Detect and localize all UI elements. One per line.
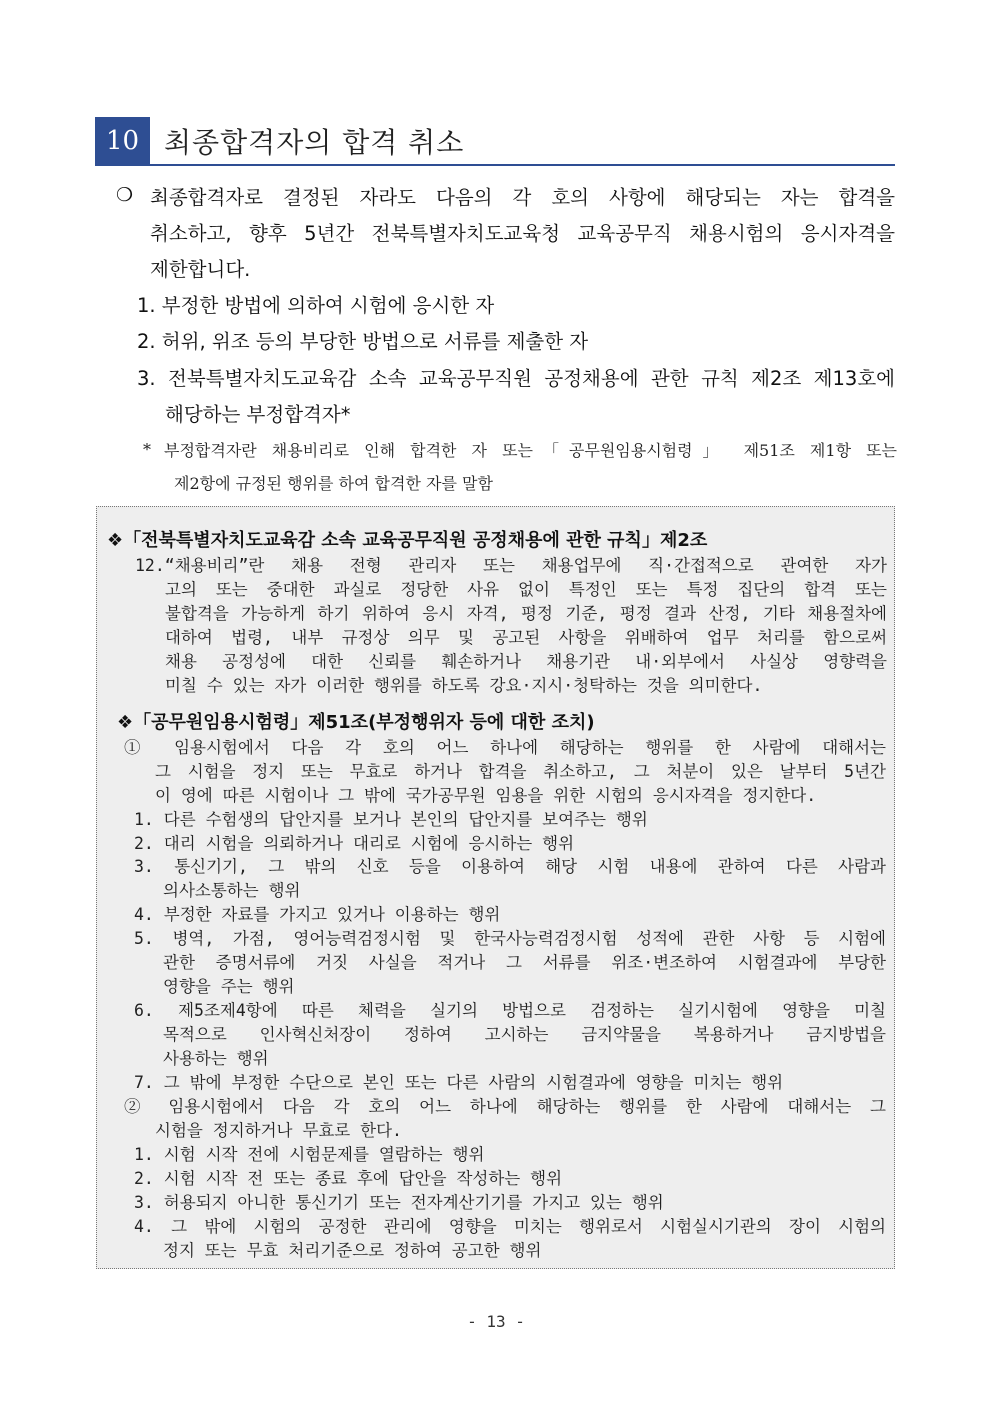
decree-line-6: 3. 통신기기, 그 밖의 신호 등을 이용하여 해당 시험 내용에 관하여 다른 사람과	[134, 857, 886, 876]
decree-line-11: 영향을 주는 행위	[163, 977, 295, 996]
rule-title: ❖「전북특별자치도교육감 소속 교육공무직원 공정채용에 관한 규칙」제2조	[107, 530, 708, 551]
decree-line-22: 정지 또는 무효 처리기준으로 정하여 공고한 행위	[163, 1241, 542, 1260]
section-number: 10	[95, 117, 150, 165]
decree-line-1: ① 임용시험에서 다음 각 호의 어느 하나에 해당하는 행위를 한 사람에 대해서는	[124, 738, 886, 757]
rule-line-6: 미칠 수 있는 자가 이러한 행위를 하도록 강요·지시·청탁하는 것을 의미한다.	[165, 676, 763, 695]
decree-line-2: 그 시험을 정지 또는 무효로 하거나 합격을 취소하고, 그 처분이 있은 날부터 5년간	[155, 762, 886, 781]
decree-line-14: 사용하는 행위	[163, 1049, 269, 1068]
decree-line-12: 6. 제5조제4항에 따른 체력을 실기의 방법으로 검정하는 실기시험에 영향을 미칠	[134, 1001, 886, 1020]
note-line-1: 부정합격자란 채용비리로 인해 합격한 자 또는「공무원임용시험령」 제51조 제1항 또는	[164, 441, 897, 460]
decree-line-13: 목적으로 인사혁신처장이 정하여 고시하는 금지약물을 복용하거나 금지방법을	[163, 1025, 886, 1044]
intro-line-1: 최종합격자로 결정된 자라도 다음의 각 호의 사항에 해당되는 자는 합격을	[150, 186, 895, 209]
rule-line-1: 12.“채용비리”란 채용 전형 관리자 또는 채용업무에 직·간접적으로 관여한 자가	[135, 556, 887, 575]
intro-line-2: 취소하고, 향후 5년간 전북특별자치도교육청 교육공무직 채용시험의 응시자격을	[150, 222, 895, 245]
circle-bullet-icon: ❍	[116, 184, 134, 206]
decree-line-19: 2. 시험 시작 전 또는 종료 후에 답안을 작성하는 행위	[134, 1169, 563, 1188]
decree-line-10: 관한 증명서류에 거짓 사실을 적거나 그 서류를 위조·변조하여 시험결과에 부당한	[163, 953, 886, 972]
intro-line-3: 제한합니다.	[150, 258, 251, 281]
rule-line-2: 고의 또는 중대한 과실로 정당한 사유 없이 특정인 또는 특정 집단의 합격 또는	[165, 580, 887, 599]
rule-line-5: 채용 공정성에 대한 신뢰를 훼손하거나 채용기관 내·외부에서 사실상 영향력을	[165, 652, 887, 671]
section-divider	[95, 164, 895, 166]
decree-line-18: 1. 시험 시작 전에 시험문제를 열람하는 행위	[134, 1145, 485, 1164]
list-item-3-continued: 해당하는 부정합격자*	[165, 403, 351, 426]
page-number: - 13 -	[467, 1312, 525, 1331]
decree-title: ❖「공무원임용시험령」제51조(부정행위자 등에 대한 조치)	[117, 712, 595, 733]
decree-line-16: ② 임용시험에서 다음 각 호의 어느 하나에 해당하는 행위를 한 사람에 대해서는 그	[124, 1097, 886, 1116]
decree-line-8: 4. 부정한 자료를 가지고 있거나 이용하는 행위	[134, 905, 501, 924]
decree-line-3: 이 영에 따른 시험이나 그 밖에 국가공무원 임용을 위한 시험의 응시자격을 정지한다.	[155, 786, 817, 805]
rule-line-3: 불합격을 가능하게 하기 위하여 응시 자격, 평정 기준, 평정 결과 산정, 기타 채용절차에	[165, 604, 887, 623]
list-item-1: 1. 부정한 방법에 의하여 시험에 응시한 자	[137, 294, 495, 317]
decree-line-9: 5. 병역, 가점, 영어능력검정시험 및 한국사능력검정시험 성적에 관한 사항 등 시험에	[134, 929, 886, 948]
decree-line-5: 2. 대리 시험을 의뢰하거나 대리로 시험에 응시하는 행위	[134, 834, 575, 853]
note-line-2: 제2항에 규정된 행위를 하여 합격한 자를 말함	[174, 474, 493, 493]
rule-line-4: 대하여 법령, 내부 규정상 의무 및 공고된 사항을 위배하여 업무 처리를 함으로써	[165, 628, 887, 647]
decree-line-17: 시험을 정지하거나 무효로 한다.	[155, 1121, 402, 1140]
note-asterisk: *	[143, 440, 151, 459]
list-item-2: 2. 허위, 위조 등의 부당한 방법으로 서류를 제출한 자	[137, 330, 589, 353]
decree-line-20: 3. 허용되지 아니한 통신기기 또는 전자계산기기를 가지고 있는 행위	[134, 1193, 664, 1212]
decree-line-7: 의사소통하는 행위	[163, 881, 301, 900]
decree-line-21: 4. 그 밖에 시험의 공정한 관리에 영향을 미치는 행위로서 시험실시기관의 장이 시험의	[134, 1217, 886, 1236]
list-item-3: 3. 전북특별자치도교육감 소속 교육공무직원 공정채용에 관한 규칙 제2조 제13호에	[137, 367, 895, 390]
section-title: 최종합격자의 합격 취소	[164, 126, 465, 159]
decree-line-4: 1. 다른 수험생의 답안지를 보거나 본인의 답안지를 보여주는 행위	[134, 810, 648, 829]
decree-line-15: 7. 그 밖에 부정한 수단으로 본인 또는 다른 사람의 시험결과에 영향을 미치는 행위	[134, 1073, 784, 1092]
